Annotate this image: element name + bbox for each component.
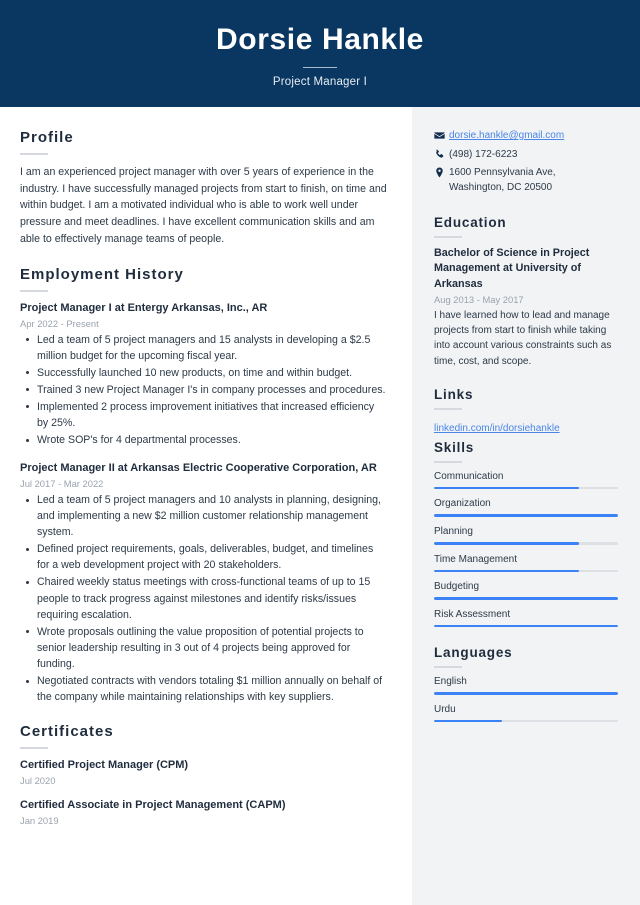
skills-heading: Skills [434, 439, 475, 455]
job-date: Jul 2017 - Mar 2022 [20, 478, 104, 490]
candidate-job-title: Project Manager I [272, 75, 368, 88]
resume-header [0, 0, 640, 107]
skill-item [434, 554, 618, 573]
contact-phone-text: (498) 172-6223 [449, 148, 518, 160]
job-bullet: Defined project requirements, goals, deliverables, budget, and timelines for a web development project with 20 stakeholders. [20, 541, 388, 573]
languages-heading: Languages [434, 645, 513, 661]
languages-heading-rule [434, 666, 462, 668]
job-bullet: Wrote SOP's for 4 departmental processes. [20, 432, 388, 448]
employment-heading-rule [20, 290, 48, 292]
job-bullet: Implemented 2 process improvement initiatives that increased efficiency by 25%. [20, 399, 388, 431]
skill-item [434, 471, 618, 490]
education-description: I have learned how to lead and manage projects from start to finish while taking into account various constraints such as time, cost, and scope. [434, 309, 612, 367]
employment-section [20, 266, 388, 706]
resume-body [0, 107, 640, 905]
job-bullet-list [20, 492, 388, 705]
envelope-icon [434, 129, 449, 141]
job-entry [20, 461, 388, 705]
contact-email-text [449, 129, 618, 144]
linkedin-link[interactable]: linkedin.com/in/dorsiehankle [434, 422, 560, 434]
certificate-title: Certified Associate in Project Management (CAPM) [20, 799, 286, 812]
job-bullet: Led a team of 5 project managers and 15 analysts in developing a $2.5 million budget for the upcoming fiscal year. [20, 332, 388, 364]
language-bar-fill [434, 720, 502, 723]
certificates-heading-rule [20, 747, 48, 749]
contact-address-text [449, 166, 618, 195]
certificate-entry [20, 758, 388, 786]
job-entry [20, 301, 388, 449]
language-bar-fill [434, 692, 618, 695]
language-label: Urdu [434, 703, 456, 715]
certificate-entry [20, 798, 388, 826]
links-section [434, 387, 618, 436]
skill-bar-track [434, 570, 618, 573]
skill-label: Planning [434, 525, 473, 537]
links-heading: Links [434, 386, 474, 402]
phone-icon [434, 148, 449, 160]
contact-phone-row [434, 148, 618, 163]
skill-label: Organization [434, 498, 491, 510]
links-heading-rule [434, 408, 462, 410]
skill-bar-track [434, 542, 618, 545]
education-degree: Bachelor of Science in Project Management at University of Arkansas [434, 247, 590, 290]
skill-label: Risk Assessment [434, 608, 511, 620]
job-bullet: Chaired weekly status meetings with cross-functional teams of up to 15 people to track progress against milestones and identify risks/issues requiring escalation. [20, 574, 388, 622]
skill-label: Time Management [434, 553, 517, 565]
skills-section [434, 440, 618, 628]
job-bullet: Wrote proposals outlining the value proposition of potential projects to senior leadership resulting in 3 out of 4 projects being approved for funding. [20, 624, 388, 672]
profile-heading: Profile [20, 129, 74, 146]
certificates-heading: Certificates [20, 723, 114, 741]
contact-email-row [434, 129, 618, 144]
job-bullet-list [20, 332, 388, 449]
certificate-date: Jul 2020 [20, 775, 56, 787]
header-divider [303, 67, 337, 68]
job-bullet: Negotiated contracts with vendors totaling $1 million annually on behalf of the company while maintaining relationships with key suppliers. [20, 673, 388, 705]
email-link[interactable]: dorsie.hankle@gmail.com [449, 130, 565, 141]
skill-label: Budgeting [434, 581, 480, 593]
job-title: Project Manager II at Arkansas Electric Cooperative Corporation, AR [20, 462, 377, 475]
employment-heading: Employment History [20, 265, 184, 283]
profile-heading-rule [20, 153, 48, 155]
skill-bar-fill [434, 570, 579, 573]
skill-bar-fill [434, 542, 579, 545]
language-item [434, 676, 618, 695]
skill-bar-track [434, 487, 618, 490]
certificate-title: Certified Project Manager (CPM) [20, 759, 189, 772]
profile-text: I am an experienced project manager with over 5 years of experience in the industry. I have successfully managed projects from start to finish, on time and within budget. I am a motivated individual who is able to work well under pressure and meet deadlines. I have excellent communication skills and am able to effectively manage teams of people. [20, 166, 387, 245]
map-pin-icon [434, 166, 449, 178]
skill-bar-fill [434, 597, 618, 600]
skill-bar-fill [434, 487, 579, 490]
languages-section [434, 645, 618, 722]
contact-address-row [434, 166, 618, 195]
language-label: English [434, 676, 467, 688]
skill-bar-track [434, 625, 618, 628]
job-bullet: Trained 3 new Project Manager I's in company processes and procedures. [20, 382, 388, 398]
skill-item [434, 609, 618, 628]
skill-item [434, 526, 618, 545]
skills-heading-rule [434, 461, 462, 463]
address-line-1: 1600 Pennsylvania Ave, [449, 167, 556, 178]
candidate-name: Dorsie Hankle [216, 23, 424, 57]
education-heading-rule [434, 236, 462, 238]
skill-item [434, 498, 618, 517]
certificates-section [20, 723, 388, 826]
skill-bar-fill [434, 514, 618, 517]
sidebar-column [412, 107, 640, 905]
language-bar-track [434, 692, 618, 695]
education-section [434, 215, 618, 369]
skill-bar-fill [434, 625, 618, 628]
address-line-2: Washington, DC 20500 [449, 181, 553, 193]
job-bullet: Successfully launched 10 new products, on time and within budget. [20, 365, 388, 381]
main-column [0, 107, 412, 905]
skill-bar-track [434, 597, 618, 600]
education-date: Aug 2013 - May 2017 [434, 293, 524, 305]
language-item [434, 704, 618, 723]
contact-list [434, 129, 618, 195]
skill-item [434, 581, 618, 600]
job-bullet: Led a team of 5 project managers and 10 analysts in planning, designing, and implementing a new $2 million customer relationship management system. [20, 492, 388, 540]
skill-bar-track [434, 514, 618, 517]
skill-label: Communication [434, 470, 504, 482]
job-title: Project Manager I at Entergy Arkansas, Inc., AR [20, 301, 268, 314]
certificate-date: Jan 2019 [20, 814, 59, 826]
job-date: Apr 2022 - Present [20, 317, 99, 329]
language-bar-track [434, 720, 618, 723]
profile-section [20, 129, 388, 248]
education-heading: Education [434, 215, 507, 230]
